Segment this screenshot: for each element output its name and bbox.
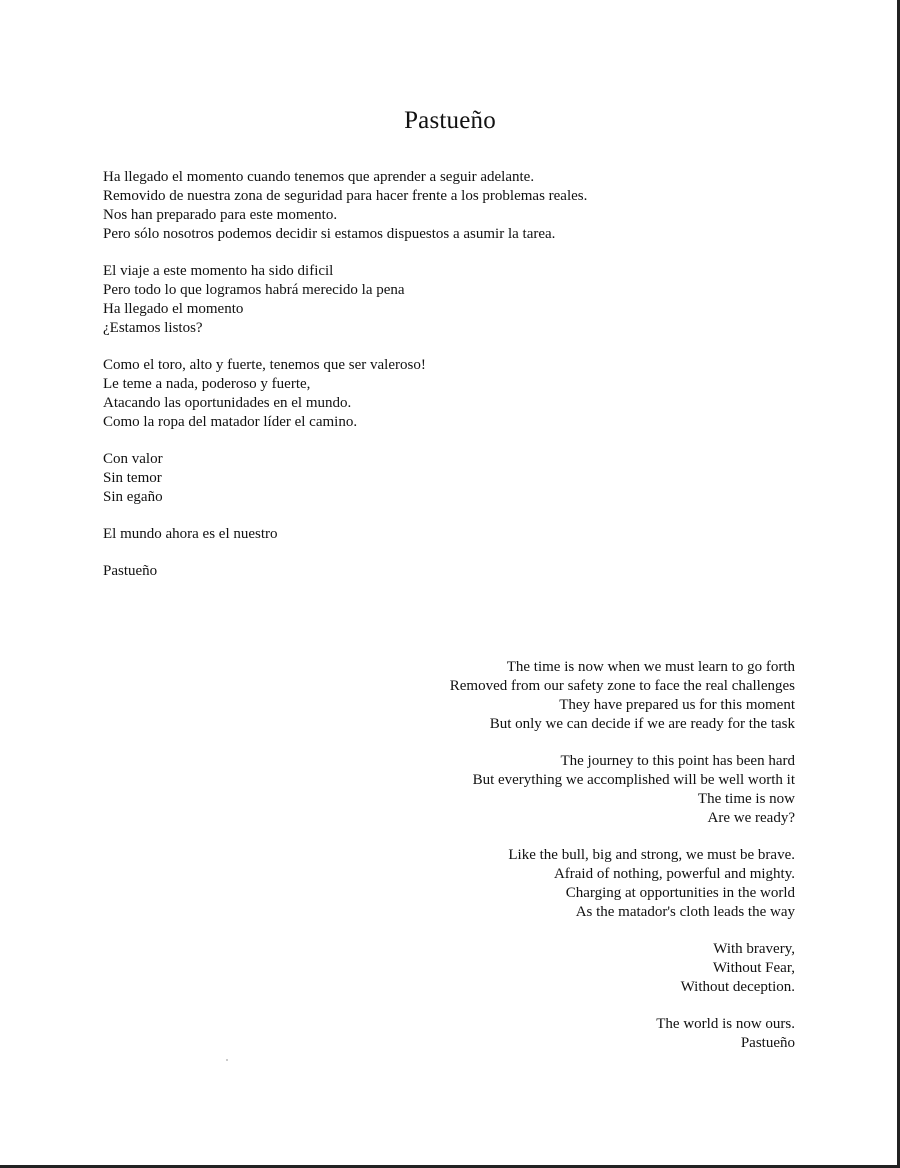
- spanish-poem: [103, 168, 723, 599]
- poem-line: Como la ropa del matador líder el camino.: [103, 414, 358, 430]
- poem-line: Removido de nuestra zona de seguridad para hacer frente a los problemas reales.: [103, 188, 588, 204]
- poem-line: Con valor: [103, 451, 163, 467]
- poem-line: The time is now: [697, 791, 795, 807]
- poem-line: But everything we accomplished will be well worth it: [472, 772, 795, 788]
- english-stanza-2: [275, 752, 795, 828]
- poem-signature: Pastueño: [740, 1035, 795, 1051]
- english-stanza-4: [275, 940, 795, 997]
- poem-line: Sin egaño: [103, 489, 163, 505]
- poem-line: As the matador's cloth leads the way: [575, 904, 795, 920]
- poem-line: With bravery,: [713, 941, 795, 957]
- spanish-stanza-1: [103, 168, 723, 244]
- scan-speck: [226, 1059, 228, 1061]
- poem-line: Pero todo lo que logramos habrá merecido la pena: [103, 282, 405, 298]
- poem-line: Charging at opportunities in the world: [565, 885, 795, 901]
- poem-line: Afraid of nothing, powerful and mighty.: [553, 866, 795, 882]
- poem-line: Without Fear,: [712, 960, 795, 976]
- english-stanza-1: [275, 658, 795, 734]
- poem-line: Without deception.: [680, 979, 795, 995]
- poem-line: Pero sólo nosotros podemos decidir si estamos dispuestos a asumir la tarea.: [103, 226, 556, 242]
- poem-line: Sin temor: [103, 470, 162, 486]
- poem-closing-line: The world is now ours.: [656, 1016, 795, 1032]
- spanish-signature-block: [103, 562, 723, 581]
- poem-line: Like the bull, big and strong, we must be brave.: [508, 847, 795, 863]
- english-stanza-3: [275, 846, 795, 922]
- poem-line: Removed from our safety zone to face the real challenges: [449, 678, 795, 694]
- english-closing-block: [275, 1015, 795, 1053]
- poem-title: Pastueño: [404, 107, 496, 134]
- poem-line: ¿Estamos listos?: [103, 320, 203, 336]
- poem-line: The journey to this point has been hard: [560, 753, 795, 769]
- poem-line: They have prepared us for this moment: [559, 697, 795, 713]
- poem-line: Ha llegado el momento cuando tenemos que aprender a seguir adelante.: [103, 169, 535, 185]
- english-poem: [275, 658, 795, 1053]
- poem-line: Are we ready?: [707, 810, 795, 826]
- poem-line: El viaje a este momento ha sido dificil: [103, 263, 334, 279]
- poem-line: Le teme a nada, poderoso y fuerte,: [103, 376, 311, 392]
- poem-line: Ha llegado el momento: [103, 301, 244, 317]
- poem-line: But only we can decide if we are ready for the task: [489, 716, 795, 732]
- spanish-stanza-4: [103, 450, 723, 507]
- spanish-closing-block: [103, 525, 723, 544]
- poem-signature: Pastueño: [103, 563, 158, 579]
- poem-line: Atacando las oportunidades en el mundo.: [103, 395, 352, 411]
- poem-closing-line: El mundo ahora es el nuestro: [103, 526, 278, 542]
- poem-line: Nos han preparado para este momento.: [103, 207, 338, 223]
- spanish-stanza-3: [103, 356, 723, 432]
- poem-line: Como el toro, alto y fuerte, tenemos que ser valeroso!: [103, 357, 426, 373]
- spanish-stanza-2: [103, 262, 723, 338]
- poem-line: The time is now when we must learn to go forth: [506, 659, 795, 675]
